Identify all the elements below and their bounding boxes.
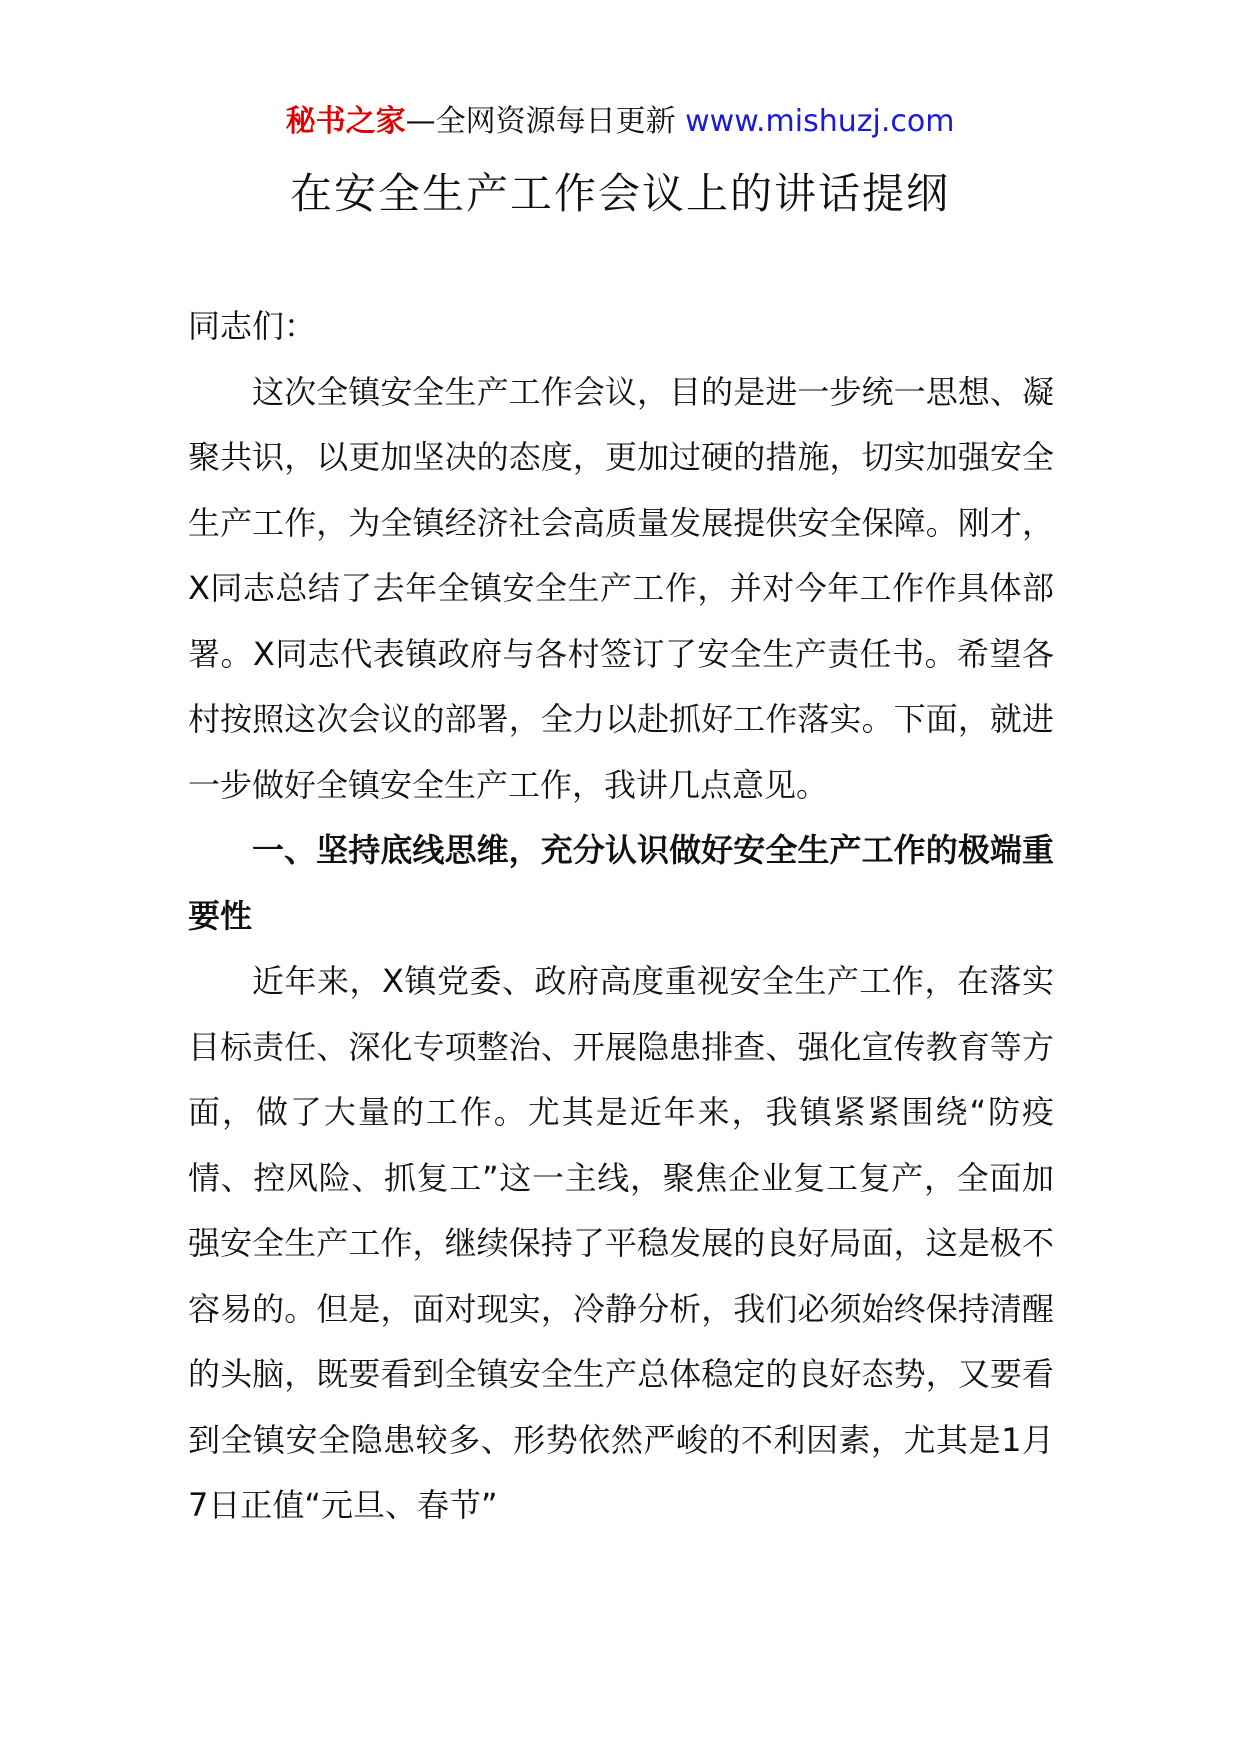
intro-paragraph: 这次全镇安全生产工作会议，目的是进一步统一思想、凝聚共识，以更加坚决的态度，更加过硬的措施，切实加强安全生产工作，为全镇经济社会高质量发展提供安全保障。刚才，X同志总结了去年全镇安全生产工作，并对今年工作作具体部署。X同志代表镇政府与各村签订了安全生产责任书。希望各村按照这次会议的部署，全力以赴抓好工作落实。下面，就进一步做好全镇安全生产工作，我讲几点意见。 [188,372,1054,804]
header-slogan: —全网资源每日更新 [405,104,676,139]
document-body [188,294,1054,1539]
document-title: 在安全生产工作会议上的讲话提纲 [289,169,950,218]
site-header [0,100,1240,144]
site-url-link[interactable]: www.mishuzj.com [685,104,955,139]
section-heading: 一、坚持底线思维，充分认识做好安全生产工作的极端重要性 [188,831,1054,935]
brand-name: 秘书之家 [285,104,406,139]
salutation: 同志们： [188,307,317,345]
section-paragraph: 近年来，X镇党委、政府高度重视安全生产工作，在落实目标责任、深化专项整治、开展隐患排查、强化宣传教育等方面，做了大量的工作。尤其是近年来，我镇紧紧围绕“防疫情、控风险、抓复工”这一主线，聚焦企业复工复产，全面加强安全生产工作，继续保持了平稳发展的良好局面，这是极不容易的。但是，面对现实，冷静分析，我们必须始终保持清醒的头脑，既要看到全镇安全生产总体稳定的良好态势，又要看到全镇安全隐患较多、形势依然严峻的不利因素，尤其是1月7日正值“元旦、春节” [188,962,1054,1524]
